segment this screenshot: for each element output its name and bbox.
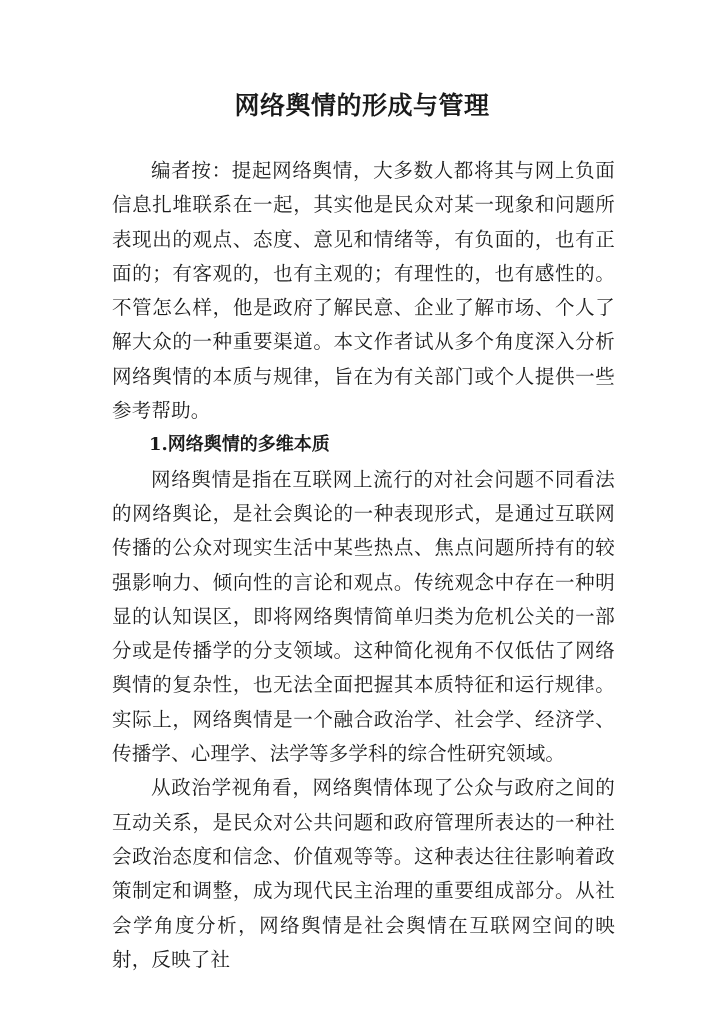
body-paragraph-2: 从政治学视角看，网络舆情体现了公众与政府之间的互动关系，是民众对公共问题和政府管理所表达的一种社会政治态度和信念、价值观等等。这种表达往往影响着政策制定和调整，成为现代民主治理的重要组成部分。从社会学角度分析，网络舆情是社会舆情在互联网空间的映射，反映了社 xyxy=(112,776,615,971)
document-title: 网络舆情的形成与管理 xyxy=(234,91,490,120)
section-heading: 1.网络舆情的多维本质 xyxy=(149,434,330,456)
editor-note-paragraph: 编者按：提起网络舆情，大多数人都将其与网上负面信息扎堆联系在一起，其实他是民众对某一现象和问题所表现出的观点、态度、意见和情绪等，有负面的，也有正面的；有客观的，也有主观的；有理性的，也有感性的。不管怎么样，他是政府了解民意、企业了解市场、个人了解大众的一种重要渠道。本文作者试从多个角度深入分析网络舆情的本质与规律，旨在为有关部门或个人提供一些参考帮助。 xyxy=(112,159,615,423)
document-body xyxy=(112,154,615,977)
body-paragraph-1: 网络舆情是指在互联网上流行的对社会问题不同看法的网络舆论，是社会舆论的一种表现形式，是通过互联网传播的公众对现实生活中某些热点、焦点问题所持有的较强影响力、倾向性的言论和观点。传统观念中存在一种明显的认知误区，即将网络舆情简单归类为危机公关的一部分或是传播学的分支领域。这种简化视角不仅低估了网络舆情的复杂性，也无法全面把握其本质特征和运行规律。实际上，网络舆情是一个融合政治学、社会学、经济学、传播学、心理学、法学等多学科的综合性研究领域。 xyxy=(112,467,615,766)
